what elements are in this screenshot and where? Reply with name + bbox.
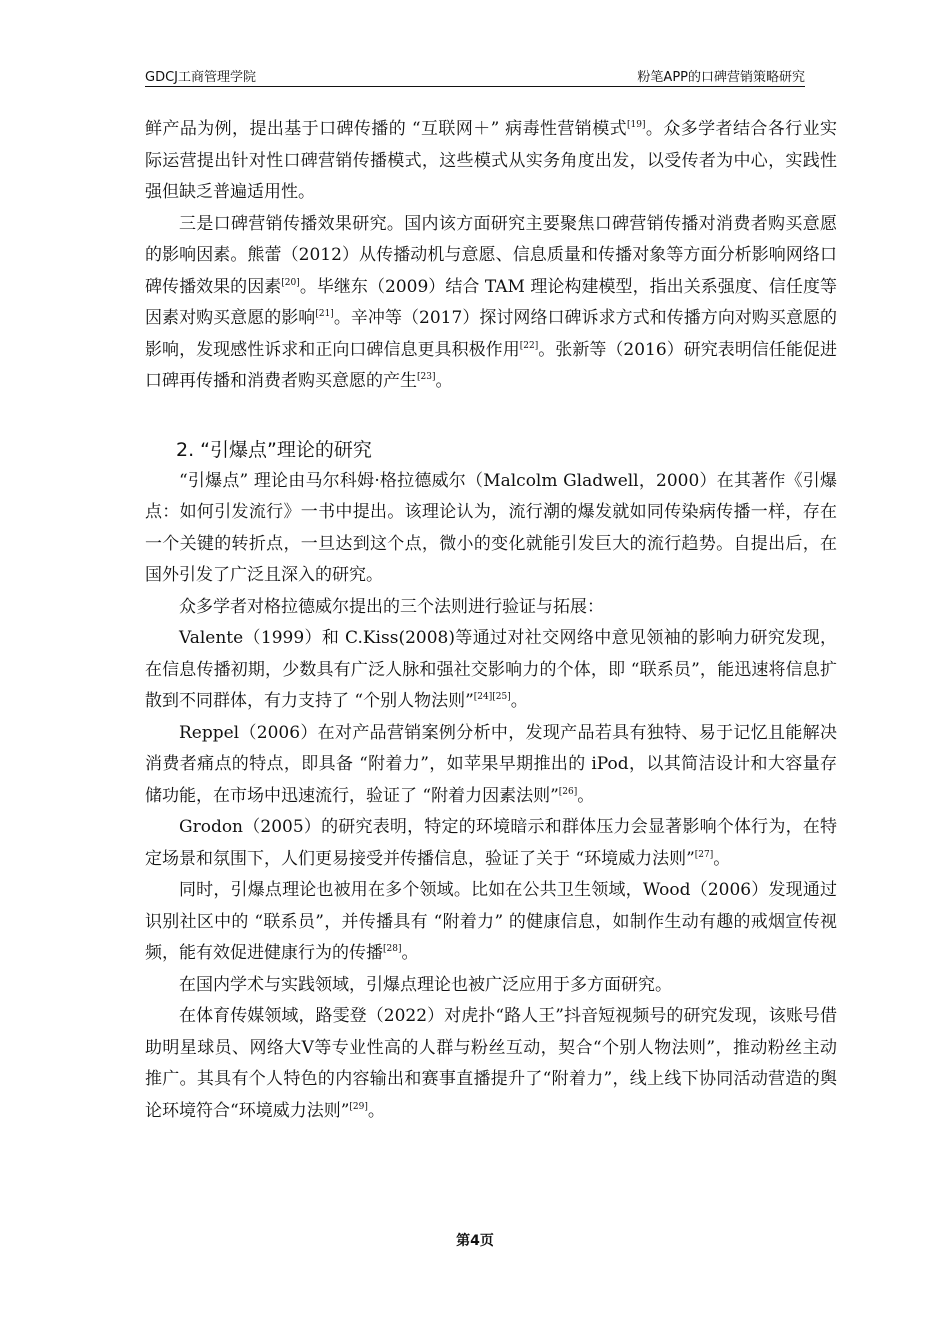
citation: [24][25] (473, 692, 511, 702)
paragraph-text: 。 (510, 691, 528, 711)
paragraph-text: 。众多学者结合各行业实际运营提出针对性口碑营销传播模式，这些模式从实务角度出发，以受传者为中心，实践性强但缺乏普遍适用性。 (145, 119, 837, 202)
citation: [19] (627, 120, 646, 130)
paragraph-text: 。 (367, 1100, 385, 1121)
paragraph-1 (145, 114, 837, 209)
paragraph-text: Valente（1999）和 C.Kiss(2008)等通过对社交网络中意见领袖的影响力研究发现，在信息传播初期，少数具有广泛人脉和强社交影响力的个体，即 “联系员”，能迅速将信息扩散到不同群体，有力支持了 “个别人物法则” (145, 628, 837, 711)
paragraph-text: 。 (401, 943, 419, 963)
paragraph-text: 。 (435, 371, 453, 391)
paragraph-text: 。张新等（2016）研究表明信任能促进口碑再传播和消费者购买意愿的产生 (145, 339, 838, 391)
paragraph-text: Reppel（2006）在对产品营销案例分析中，发现产品若具有独特、易于记忆且能解决消费者痛点的特点，即具备 “附着力”，如苹果早期推出的 iPod，以其简洁设计和大容量存储功能，在市场中迅速流行，验证了 “附着力因素法则” (145, 722, 837, 806)
paragraph-text: 三是口碑营销传播效果研究。国内该方面研究主要聚焦口碑营销传播对消费者购买意愿的影响因素。熊蕾（2012）从传播动机与意愿、信息质量和传播对象等方面分析影响网络口碑传播效果的因素 (145, 213, 837, 297)
citation: [21] (315, 309, 334, 319)
citation: [28] (383, 944, 402, 954)
citation: [22] (519, 340, 539, 351)
paragraph-text: 。毕继东（2009）结合 TAM 理论构建模型，指出关系强度、信任度等因素对购买意愿的影响 (145, 276, 837, 328)
paragraph-text: Grodon（2005）的研究表明，特定的环境暗示和群体压力会显著影响个体行为，在特定场景和氛围下，人们更易接受并传播信息，验证了关于 “环境威力法则” (145, 817, 837, 869)
paragraph-10 (145, 1001, 837, 1127)
paragraph-text: 在体育传媒领域，路雯登（2022）对虎扑“路人王”抖音短视频号的研究发现，该账号借助明星球员、网络大V等专业性高的人群与粉丝互动，契合“个别人物法则”，推动粉丝主动推广。其具有个人特色的内容输出和赛事直播提升了“附着力”，线上线下协同活动营造的舆论环境符合“环境威力法则” (145, 1006, 837, 1121)
paragraph-5 (145, 623, 837, 718)
paragraph-2 (145, 209, 837, 398)
paragraph-9: 在国内学术与实践领域，引爆点理论也被广泛应用于多方面研究。 (179, 974, 672, 995)
page-body (145, 114, 837, 1127)
paragraph-text: 鲜产品为例，提出基于口碑传播的 “互联网＋” 病毒性营销模式 (145, 119, 628, 139)
paragraph-4: 众多学者对格拉德威尔提出的三个法则进行验证与拓展： (179, 596, 604, 617)
page-header (145, 64, 805, 87)
citation: [26] (558, 786, 578, 797)
paragraph-6 (145, 718, 837, 813)
citation: [20] (281, 277, 300, 288)
paragraph-text: 同时，引爆点理论也被用在多个领域。比如在公共卫生领域，Wood（2006）发现通过识别社区中的 “联系员”，并传播具有 “附着力” 的健康信息，如制作生动有趣的戒烟宣传视频，能有效促进健康行为的传播 (145, 880, 837, 963)
paragraph-text: 。 (577, 785, 595, 806)
citation: [23] (417, 372, 436, 382)
paragraph-3: “引爆点” 理论由马尔科姆·格拉德威尔（Malcolm Gladwell，2000）在其著作《引爆点：如何引发流行》一书中提出。该理论认为，流行潮的爆发就如同传染病传播一样，存在一个关键的转折点，一旦达到这个点，微小的变化就能引发巨大的流行趋势。自提出后，在国外引发了广泛且深入的研究。 (145, 470, 837, 585)
page-number: 第4页 (456, 1233, 494, 1249)
citation: [27] (694, 849, 714, 860)
paragraph-7 (145, 812, 837, 875)
citation: [29] (349, 1101, 368, 1112)
paragraph-8 (145, 875, 837, 970)
section-heading: 2. “引爆点”理论的研究 (176, 438, 372, 461)
header-thesis-title: 粉笔APP的口碑营销策略研究 (637, 70, 805, 85)
header-institution: GDCJ工商管理学院 (145, 70, 256, 85)
paragraph-text: 。辛冲等（2017）探讨网络口碑诉求方式和传播方向对购买意愿的影响，发现感性诉求和正向口碑信息更具积极作用 (145, 308, 838, 360)
paragraph-text: 。 (713, 848, 731, 869)
